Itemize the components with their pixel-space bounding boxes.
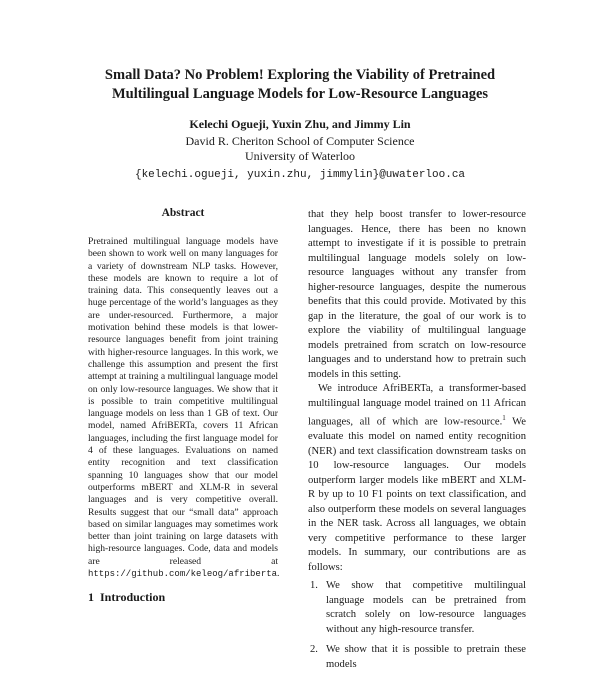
- section-title: Introduction: [100, 590, 166, 604]
- author-emails: {kelechi.ogueji, yuxin.zhu, jimmylin}@uwaterloo.ca: [134, 169, 466, 181]
- paragraph-2: [308, 382, 526, 575]
- list-item-number: 2.: [310, 644, 318, 656]
- paper-title: [0, 66, 600, 104]
- list-item: [308, 643, 526, 672]
- abstract-body: [88, 236, 278, 580]
- authors: Kelechi Ogueji, Yuxin Zhu, and Jimmy Lin: [189, 117, 411, 131]
- contributions-list: [308, 579, 526, 672]
- list-item: [308, 579, 526, 637]
- section-heading-introduction: [88, 590, 165, 604]
- affiliation-line-1: David R. Cheriton School of Computer Science: [185, 134, 415, 148]
- abstract-end: .: [277, 568, 280, 580]
- list-item-text: We show that it is possible to pretrain these models: [326, 644, 526, 670]
- paragraph-2-text-a: We introduce AfriBERTa, a transformer-based multilingual language model trained on 11 African languages, all of which are low-resource.: [308, 383, 526, 428]
- abstract-heading: Abstract: [161, 207, 205, 219]
- paper-title-line-1: Small Data? No Problem! Exploring the Viability of Pretrained: [104, 67, 496, 83]
- affiliation-line-2: University of Waterloo: [244, 149, 356, 163]
- list-item-number: 1.: [310, 580, 318, 592]
- code-link[interactable]: https://github.com/keleog/afriberta: [88, 569, 278, 580]
- abstract-text: Pretrained multilingual language models have been shown to work well on many languages for a variety of downstream NLP tasks. However, these models are known to require a lot of training data. This consequently leaves out a huge percentage of the world’s languages as they are under-resourced. Furthermore, a major motivation behind these models is that lower-resource languages benefit from joint training with higher-resource languages. In this work, we challenge this assumption and present the first attempt at training a multilingual language model on only low-resource languages. We show that it is possible to train competitive multilingual language models on less than 1 GB of text. Our model, named AfriBERTa, covers 11 African languages, including the first language model for 4 of these languages. Evaluations on named entity recognition and text classification spanning 10 languages show that our model outperforms mBERT and XLM-R in several languages and is very competitive overall. Results suggest that our “small data” approach based on similar languages may sometimes work better than joint training on large datasets with high-resource languages. Code, data and models are released at: [88, 236, 278, 567]
- intro-right-column: [308, 208, 526, 678]
- footnote-mark[interactable]: 1: [502, 414, 506, 422]
- paragraph-2-text-b: We evaluate this model on named entity recognition (NER) and text classification downstream tasks on 10 low-resource languages. Our models outperform larger models like mBERT and XLM-R by up to 10 F1 points on text classification, and also outperform these models on several languages in the NER task. Across all languages, we obtain very competitive performance to these larger models. In summary, our contributions are as follows:: [308, 416, 527, 573]
- section-number: 1: [88, 590, 94, 604]
- affiliation: [0, 134, 600, 164]
- paper-title-line-2: Multilingual Language Models for Low-Resource Languages: [111, 86, 489, 102]
- list-item-text: We show that competitive multilingual language models can be pretrained from scratch solely on low-resource languages without any high-resource transfer.: [326, 580, 526, 635]
- paragraph-1: that they help boost transfer to lower-resource languages. Hence, there has been no known attempt to investigate if it is possible to pretrain multilingual language models solely on low-resource languages without any transfer from higher-resource languages, despite the numerous benefits that this could provide. Motivated by this gap in the literature, the goal of our work is to explore the viability of multilingual language models pretrained from scratch on low-resource languages and to understand how to pretrain such models in this setting.: [308, 209, 526, 380]
